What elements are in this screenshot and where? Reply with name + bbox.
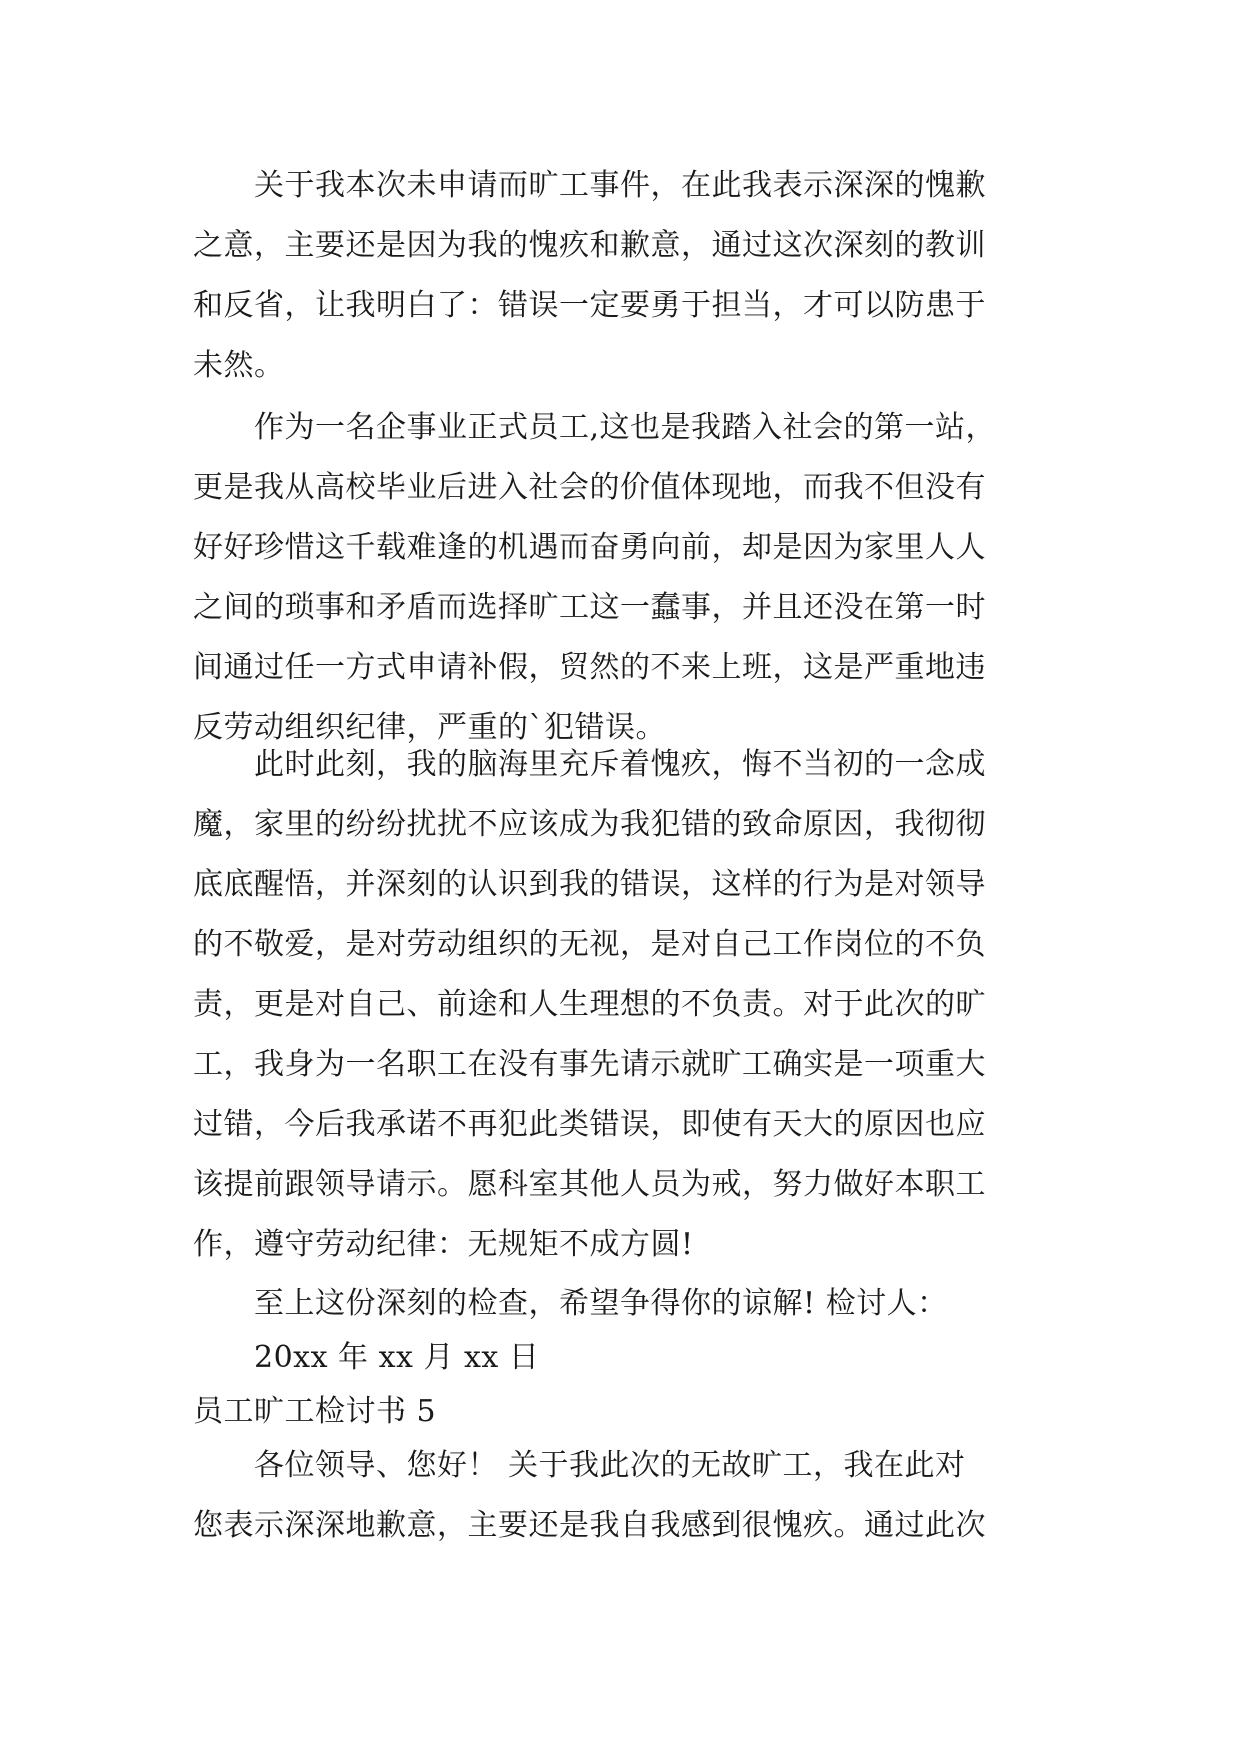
text-line: 各位领导、您好！ 关于我此次的无故旷工，我在此对 <box>193 1448 966 1483</box>
paragraph-closing <box>193 1274 1053 1334</box>
paragraph-absence-apology <box>193 156 1053 396</box>
text-line: 之意，主要还是因为我的愧疚和歉意，通过这次深刻的教训 <box>193 228 986 263</box>
text-line: 至上这份深刻的检查，希望争得你的谅解! 检讨人： <box>193 1286 948 1321</box>
text-line: 过错，今后我承诺不再犯此类错误，即使有天大的原因也应 <box>193 1107 986 1142</box>
text-line: 关于我本次未申请而旷工事件，在此我表示深深的愧歉 <box>193 168 986 203</box>
text-line: 您表示深深地歉意，主要还是我自我感到很愧疚。通过此次 <box>193 1508 986 1543</box>
section-heading <box>193 1382 436 1442</box>
heading-text: 员工旷工检讨书 5 <box>193 1394 437 1429</box>
text-line: 魔，家里的纷纷扰扰不应该成为我犯错的致命原因，我彻彻 <box>193 807 986 842</box>
text-line: 间通过任一方式申请补假，贸然的不来上班，这是严重地违 <box>193 650 986 685</box>
text-line: 之间的琐事和矛盾而选择旷工这一蠢事，并且还没在第一时 <box>193 590 986 625</box>
text-line: 的不敬爱，是对劳动组织的无视，是对自己工作岗位的不负 <box>193 927 986 962</box>
paragraph-next-letter <box>193 1436 1053 1556</box>
text-line: 和反省，让我明白了：错误一定要勇于担当，才可以防患于 <box>193 288 986 323</box>
text-line: 作为一名企事业正式员工,这也是我踏入社会的第一站， <box>193 410 997 445</box>
text-line: 此时此刻，我的脑海里充斥着愧疚，悔不当初的一念成 <box>193 747 986 782</box>
text-line: 责，更是对自己、前途和人生理想的不负责。对于此次的旷 <box>193 987 986 1022</box>
text-line: 底底醒悟，并深刻的认识到我的错误，这样的行为是对领导 <box>193 867 986 902</box>
text-line: 好好珍惜这千载难逢的机遇而奋勇向前，却是因为家里人人 <box>193 530 986 565</box>
paragraph-reflection <box>193 735 1053 1275</box>
text-line: 作，遵守劳动纪律：无规矩不成方圆! <box>193 1227 694 1262</box>
text-line: 该提前跟领导请示。愿科室其他人员为戒，努力做好本职工 <box>193 1167 986 1202</box>
text-line: 反劳动组织纪律，严重的`犯错误。 <box>193 710 666 745</box>
text-line: 更是我从高校毕业后进入社会的价值体现地，而我不但没有 <box>193 470 986 505</box>
text-line: 工，我身为一名职工在没有事先请示就旷工确实是一项重大 <box>193 1047 986 1082</box>
paragraph-employee-role <box>193 398 1053 758</box>
signature-date <box>193 1328 1053 1388</box>
text-line: 未然。 <box>193 348 285 383</box>
date-line: 20xx 年 xx 月 xx 日 <box>193 1340 540 1375</box>
